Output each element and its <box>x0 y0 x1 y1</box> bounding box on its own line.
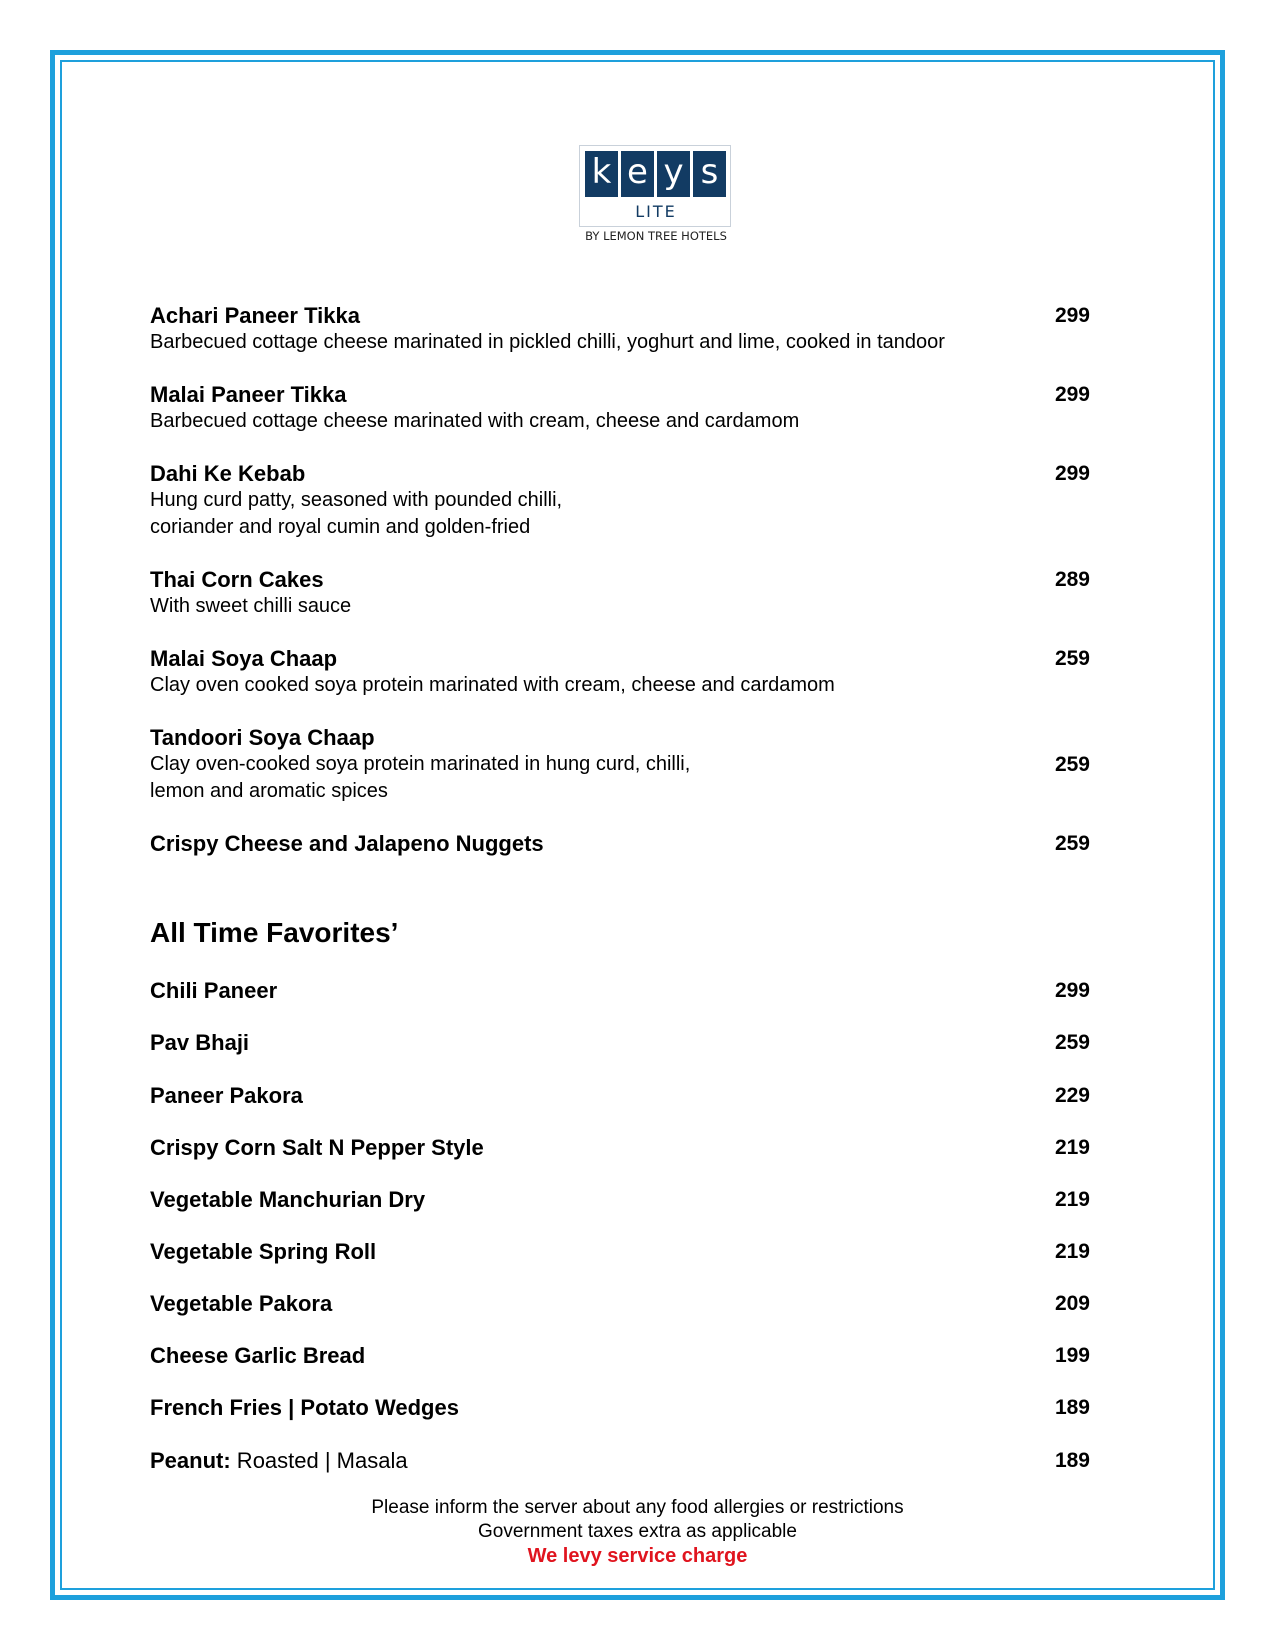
menu-item <box>150 381 1090 435</box>
logo-byline: BY LEMON TREE HOTELS <box>585 229 727 243</box>
menu-item <box>150 302 1090 356</box>
menu-item <box>150 977 1090 1004</box>
item-price: 199 <box>1054 1344 1090 1367</box>
item-description: Hung curd patty, seasoned with pounded chilli, coriander and royal cumin and golden-fried <box>150 489 563 538</box>
item-price: 219 <box>1054 1136 1090 1159</box>
item-price: 189 <box>1054 1396 1090 1419</box>
menu-item <box>150 460 1090 541</box>
menu-item <box>150 1186 1090 1213</box>
keys-lite-logo <box>579 145 733 245</box>
item-description: Barbecued cottage cheese marinated with cream, cheese and cardamom <box>150 410 800 432</box>
item-description: Barbecued cottage cheese marinated in pickled chilli, yoghurt and lime, cooked in tandoor <box>150 331 945 353</box>
item-name: Vegetable Manchurian Dry <box>150 1187 426 1212</box>
item-name: Crispy Corn Salt N Pepper Style <box>150 1135 484 1160</box>
item-price: 259 <box>1054 753 1090 776</box>
item-name: Tandoori Soya Chaap <box>150 725 375 750</box>
item-name: Chili Paneer <box>150 978 278 1003</box>
item-name-bold: Peanut: <box>150 1448 231 1473</box>
item-name <box>150 1447 1090 1474</box>
item-price: 219 <box>1054 1240 1090 1263</box>
menu-item <box>150 1447 1090 1474</box>
item-price: 229 <box>1054 1084 1090 1107</box>
item-name: Thai Corn Cakes <box>150 567 324 592</box>
item-name: Cheese Garlic Bread <box>150 1343 366 1368</box>
item-name: Malai Soya Chaap <box>150 646 338 671</box>
item-price: 189 <box>1054 1449 1090 1472</box>
item-name: Pav Bhaji <box>150 1030 250 1055</box>
menu-item <box>150 645 1090 699</box>
menu-item <box>150 1394 1090 1421</box>
logo-box <box>579 145 731 227</box>
item-description: Clay oven-cooked soya protein marinated in hung curd, chilli, lemon and aromatic spices <box>150 753 691 802</box>
item-name: Vegetable Pakora <box>150 1291 333 1316</box>
menu-item <box>150 1082 1090 1109</box>
item-name: French Fries | Potato Wedges <box>150 1395 459 1420</box>
item-name: Achari Paneer Tikka <box>150 303 360 328</box>
item-description: With sweet chilli sauce <box>150 595 352 617</box>
menu-item <box>150 724 1090 805</box>
item-name: Crispy Cheese and Jalapeno Nuggets <box>150 831 544 856</box>
menu-item <box>150 1134 1090 1161</box>
taxes-note: Government taxes extra as applicable <box>478 1521 797 1542</box>
item-name: Paneer Pakora <box>150 1083 303 1108</box>
item-name: Dahi Ke Kebab <box>150 461 306 486</box>
menu-item <box>150 1029 1090 1056</box>
item-description: Clay oven cooked soya protein marinated with cream, cheese and cardamom <box>150 674 835 696</box>
menu-item <box>150 1342 1090 1369</box>
menu-item <box>150 566 1090 620</box>
item-price: 299 <box>1054 979 1090 1002</box>
logo-lite: LITE <box>635 202 677 221</box>
item-price: 209 <box>1054 1292 1090 1315</box>
item-price: 259 <box>1054 647 1090 670</box>
item-price: 299 <box>1054 304 1090 327</box>
logo-letter: k <box>585 151 618 197</box>
logo-letter: y <box>657 151 690 197</box>
service-charge-note: We levy service charge <box>527 1545 748 1567</box>
item-price: 299 <box>1054 462 1090 485</box>
footer-notes <box>0 1496 1275 1568</box>
item-price: 219 <box>1054 1188 1090 1211</box>
item-name: Vegetable Spring Roll <box>150 1239 377 1264</box>
item-name-options: Roasted | Masala <box>230 1448 408 1473</box>
item-price: 259 <box>1054 1031 1090 1054</box>
logo-letter: s <box>693 151 726 197</box>
menu-item <box>150 1290 1090 1317</box>
item-price: 259 <box>1054 832 1090 855</box>
item-price: 289 <box>1054 568 1090 591</box>
menu-item <box>150 1238 1090 1265</box>
item-price: 299 <box>1054 383 1090 406</box>
item-name: Malai Paneer Tikka <box>150 382 347 407</box>
menu-item <box>150 830 1090 857</box>
logo-letter: e <box>621 151 654 197</box>
section-title: All Time Favorites’ <box>150 917 399 948</box>
allergy-note: Please inform the server about any food allergies or restrictions <box>371 1497 904 1518</box>
